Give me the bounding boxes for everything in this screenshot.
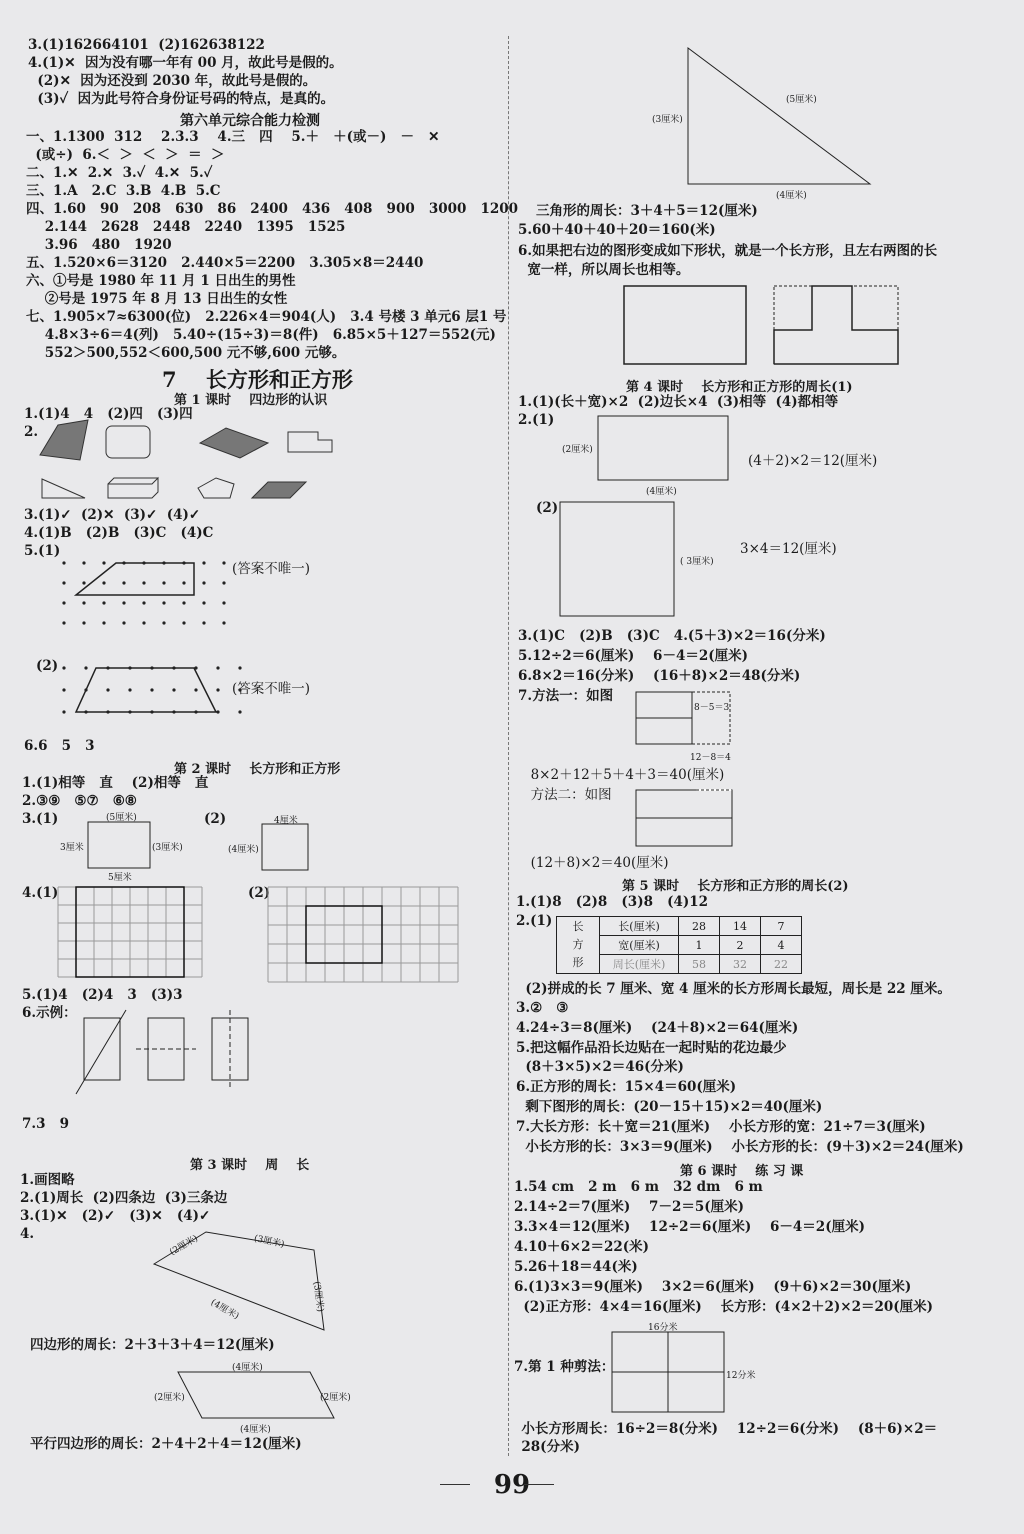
answer-line: 5.(1)4 (2)4 3 (3)3 <box>22 987 183 1003</box>
dim-label: (2厘米) <box>320 1393 351 1403</box>
answer-line: (3)✓ 因为此号符合身份证号码的特点，是真的。 <box>28 91 335 107</box>
answer-line: 剩下图形的周长：(20－15＋15)×2＝40(厘米) <box>516 1099 823 1115</box>
answer-line: 5.60＋40＋40＋20＝160(米) <box>518 222 716 238</box>
dim-label: (4厘米) <box>208 1297 241 1322</box>
table-row-header: 长(厘米) <box>600 917 679 936</box>
calc: 8×2＋12＋5＋4＋3＝40(厘米) <box>522 767 725 783</box>
answer-line: 四、1.60 90 208 630 86 2400 436 408 900 3000 1200 <box>26 201 519 217</box>
answer-line: 5.26＋18＝44(米) <box>514 1259 638 1275</box>
page-dash <box>524 1484 554 1485</box>
answer-line: (2) <box>248 885 271 901</box>
dim-label: 5厘米 <box>108 873 132 883</box>
answer-line: 4.(1) <box>22 885 59 901</box>
note: (答案不唯一) <box>232 681 311 697</box>
answer-line: (2) <box>536 500 559 516</box>
dim-label: (5厘米) <box>106 813 137 823</box>
answer-line: 3.(1)162664101 (2)162638122 <box>28 37 265 53</box>
answer-line: 小长方形的长：3×3＝9(厘米) 小长方形的长：(9＋3)×2＝24(厘米) <box>516 1139 964 1155</box>
answer-line: 1.54 cm 2 m 6 m 32 dm 6 m <box>514 1179 763 1195</box>
answer-line: 7.大长方形：长＋宽＝21(厘米) 小长方形的宽：21÷7＝3(厘米) <box>516 1119 926 1135</box>
answer-line: 一、1.1300 312 2.3.3 4.三 四 5.＋ ＋(或－) － ✕ <box>26 129 440 145</box>
answer-line: 1.(1)相等 直 (2)相等 直 <box>22 775 209 791</box>
dim-label: 12分米 <box>726 1371 756 1381</box>
answer-line: 5.12÷2＝6(厘米) 6－4＝2(厘米) <box>518 648 749 664</box>
dim-label: ( 3厘米) <box>680 557 714 567</box>
chapter-title: 7 长方形和正方形 <box>162 367 353 392</box>
answer-line: 二、1.✕ 2.✕ 3.✓ 4.✕ 5.✓ <box>26 165 213 181</box>
note: (答案不唯一) <box>232 561 311 577</box>
answer-line: 六、①号是 1980 年 11 月 1 日出生的男性 <box>26 273 296 289</box>
answer-line: 3.(1)✓ (2)✕ (3)✓ (4)✓ <box>24 507 201 523</box>
table-cell: 58 <box>679 955 720 974</box>
dim-label: (3厘米) <box>252 1233 286 1251</box>
answer-line: 1.(1)8 (2)8 (3)8 (4)12 <box>516 894 709 910</box>
dim-label: 16分米 <box>648 1323 678 1333</box>
answer-line: 7.第 1 种剪法： <box>514 1359 615 1375</box>
dim-label: (3厘米) <box>652 115 683 125</box>
answer-line: 4.24÷3＝8(厘米) (24＋8)×2＝64(厘米) <box>516 1020 799 1036</box>
answer-line: 4.(1)✕ 因为没有哪一年有 00 月，故此号是假的。 <box>28 55 343 71</box>
answer-line: 5.把这幅作品沿长边贴在一起时贴的花边最少 <box>516 1040 787 1056</box>
answer-line: 2.(1)周长 (2)四条边 (3)三条边 <box>20 1190 228 1206</box>
answer-line: 6.6 5 3 <box>24 738 95 754</box>
answer-line: 2.(1) <box>516 913 553 929</box>
answer-line: 2.(1) <box>518 412 555 428</box>
table-cell: 4 <box>761 936 802 955</box>
answer-line: 6.(1)3×3＝9(厘米) 3×2＝6(厘米) (9＋6)×2＝30(厘米) <box>514 1279 912 1295</box>
lesson-title: 第 5 课时 长方形和正方形的周长(2) <box>622 879 849 894</box>
answer-line: 3.(1) <box>22 811 59 827</box>
answer-line: 5.(1) <box>24 543 61 559</box>
answer-line: 4.(1)B (2)B (3)C (4)C <box>24 525 214 541</box>
dim-label: 3厘米 <box>60 843 84 853</box>
table-cell: 32 <box>720 955 761 974</box>
dim-label: (4厘米) <box>228 845 259 855</box>
answer-line: (2)正方形：4×4＝16(厘米) 长方形：(4×2＋2)×2＝20(厘米) <box>514 1299 934 1315</box>
dim-label: (2厘米) <box>168 1233 200 1258</box>
answer-line: 三、1.A 2.C 3.B 4.B 5.C <box>26 183 221 199</box>
answer-line: 4.10＋6×2＝22(米) <box>514 1239 650 1255</box>
dim-label: (4厘米) <box>240 1425 271 1435</box>
dim-label: (4厘米) <box>646 487 677 497</box>
answer-line: 平行四边形的周长：2＋4＋2＋4＝12(厘米) <box>30 1436 302 1452</box>
answer-line: 7.3 9 <box>22 1116 69 1132</box>
table-cell: 14 <box>720 917 761 936</box>
answer-line: 6.如果把右边的图形变成如下形状，就是一个长方形，且左右两图的长 <box>518 243 938 259</box>
dim-label: (4厘米) <box>776 191 807 201</box>
answer-line: 四边形的周长：2＋3＋3＋4＝12(厘米) <box>30 1337 275 1353</box>
answer-line: 552＞500,552＜600,500 元不够,600 元够。 <box>26 345 346 361</box>
answer-line: (2) <box>204 811 227 827</box>
dim-label: (3厘米) <box>310 1280 325 1313</box>
table-row-header: 宽(厘米) <box>600 936 679 955</box>
answer-line: 3.3×4＝12(厘米) 12÷2＝6(厘米) 6－4＝2(厘米) <box>514 1219 865 1235</box>
table-row-header: 周长(厘米) <box>600 955 679 974</box>
table-cell: 22 <box>761 955 802 974</box>
answer-line: 3.96 480 1920 <box>26 237 172 253</box>
answer-line: 三角形的周长：3＋4＋5＝12(厘米) <box>536 203 758 219</box>
answer-line: 五、1.520×6＝3120 2.440×5＝2200 3.305×8＝2440 <box>26 255 424 271</box>
page-number: 99 <box>493 1470 531 1500</box>
dim-label: (4厘米) <box>232 1363 263 1373</box>
table-side-header: 长 方 形 <box>557 917 600 974</box>
lesson-title: 第 3 课时 周 长 <box>190 1158 310 1173</box>
answer-line: 2.③⑨ ⑤⑦ ⑥⑧ <box>22 793 137 809</box>
dim-label: (2厘米) <box>562 445 593 455</box>
answer-line: 6.8×2＝16(分米) (16＋8)×2＝48(分米) <box>518 668 801 684</box>
answer-line: (或÷) 6.＜ ＞ ＜ ＞ ＝ ＞ <box>26 147 225 163</box>
answer-line: 2.14÷2＝7(厘米) 7－2＝5(厘米) <box>514 1199 745 1215</box>
answer-line: 4. <box>20 1226 35 1242</box>
calc: 方法二：如图 <box>522 787 612 803</box>
lesson-title: 第 2 课时 长方形和正方形 <box>174 762 341 777</box>
answer-line: 2.144 2628 2448 2240 1395 1525 <box>26 219 346 235</box>
table-cell: 1 <box>679 936 720 955</box>
answer-line: 1.(1)(长＋宽)×2 (2)边长×4 (3)相等 (4)都相等 <box>518 394 839 410</box>
answer-line: 七、1.905×7≈6300(位) 2.226×4＝904(人) 3.4 号楼 3 单元6 层1 号 <box>26 309 507 325</box>
answer-line: 28(分米) <box>512 1439 580 1455</box>
answer-line: (2) <box>36 658 59 674</box>
answer-line: (2)拼成的长 7 厘米、宽 4 厘米的长方形周长最短，周长是 22 厘米。 <box>516 981 951 997</box>
answer-line: (2)✕ 因为还没到 2030 年，故此号是假的。 <box>28 73 317 89</box>
answer-line: 1.画图略 <box>20 1172 75 1188</box>
calc: (4＋2)×2＝12(厘米) <box>748 453 878 469</box>
answer-line: 1.(1)4 4 (2)四 (3)四 <box>24 406 193 422</box>
dim-label: (3厘米) <box>152 843 183 853</box>
answer-line: 小长方形周长：16÷2＝8(分米) 12÷2＝6(分米) (8＋6)×2＝ <box>512 1421 938 1437</box>
lesson-title: 第 6 课时 练 习 课 <box>680 1164 804 1179</box>
table-cell: 7 <box>761 917 802 936</box>
lesson-title: 第 4 课时 长方形和正方形的周长(1) <box>626 380 853 395</box>
lesson-title: 第 1 课时 四边形的认识 <box>174 393 328 408</box>
answer-line: 3.(1)C (2)B (3)C 4.(5＋3)×2＝16(分米) <box>518 628 826 644</box>
answer-line: 7.方法一：如图 <box>518 688 614 704</box>
section-title: 第六单元综合能力检测 <box>180 113 320 129</box>
answer-line: ②号是 1975 年 8 月 13 日出生的女性 <box>26 291 288 307</box>
dim-label: (5厘米) <box>786 95 817 105</box>
answer-line: 6.示例： <box>22 1005 77 1021</box>
answer-line: (8＋3×5)×2＝46(分米) <box>516 1059 684 1075</box>
calc: (12＋8)×2＝40(厘米) <box>522 855 669 871</box>
dim-label: 8－5＝3 <box>694 703 730 713</box>
answer-line: 宽一样，所以周长也相等。 <box>518 262 690 278</box>
page-dash <box>440 1484 470 1485</box>
dim-label: 12－8＝4 <box>690 753 731 763</box>
table-cell: 2 <box>720 936 761 955</box>
dim-label: 4厘米 <box>274 816 298 826</box>
answer-line: 3.② ③ <box>516 1000 569 1016</box>
answer-line: 3.(1)✕ (2)✓ (3)✕ (4)✓ <box>20 1208 211 1224</box>
answer-line: 6.正方形的周长：15×4＝60(厘米) <box>516 1079 737 1095</box>
answer-line: 2. <box>24 424 39 440</box>
calc: 3×4＝12(厘米) <box>740 541 837 557</box>
table-cell: 28 <box>679 917 720 936</box>
dim-label: (2厘米) <box>154 1393 185 1403</box>
answer-line: 4.8×3÷6＝4(列) 5.40÷(15÷3)＝8(件) 6.85×5＋127＝552(元) <box>26 327 496 343</box>
